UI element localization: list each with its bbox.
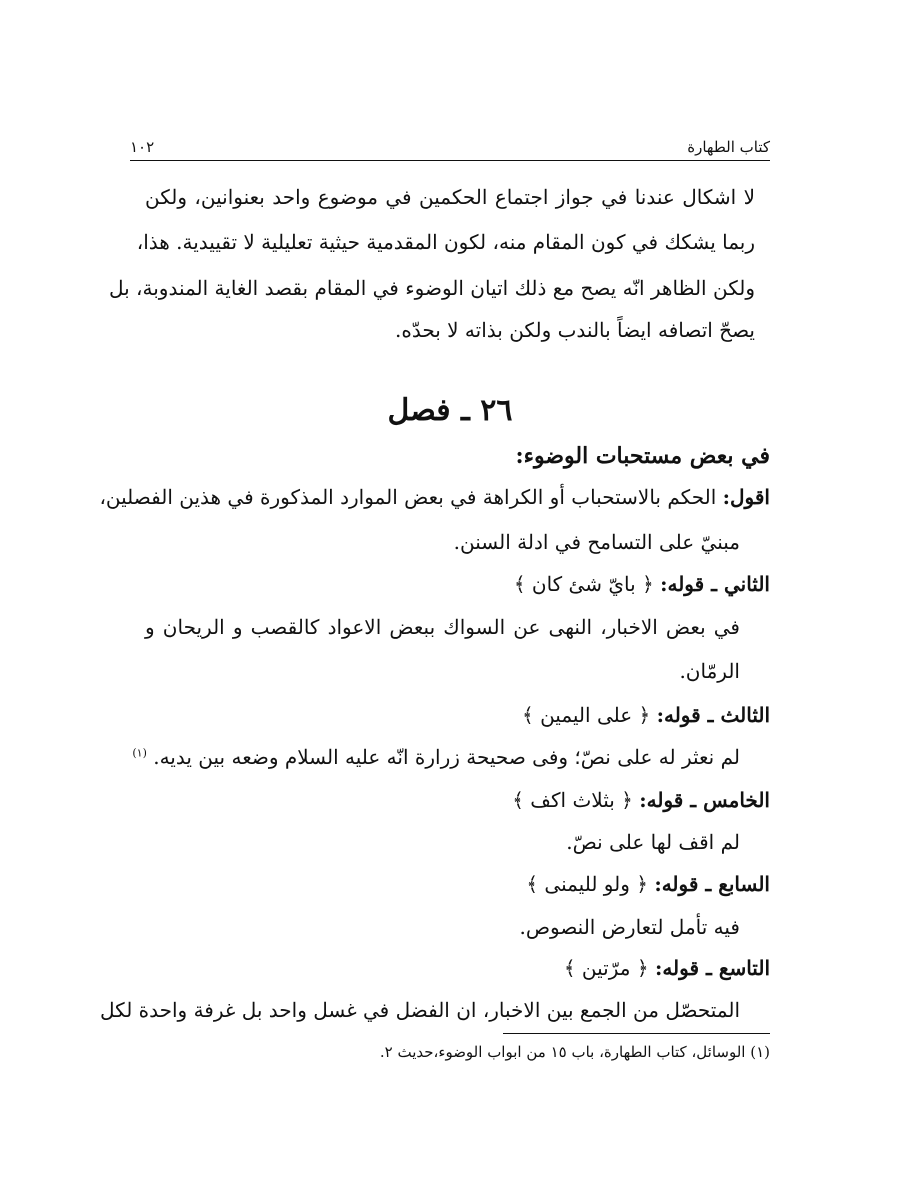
item-seventh-text: فيه تأمل لتعارض النصوص. bbox=[519, 915, 740, 939]
item-second-quote: ﴿ بايّ شئ كان ﴾ bbox=[513, 572, 654, 596]
intro-line-2: ربما يشكك في كون المقام منه، لكون المقدمية حيثية تعليلية لا تقييدية. هذا، bbox=[136, 230, 755, 254]
item-first-text: الحكم بالاستحباب أو الكراهة في بعض الموارد المذكورة في هذين الفصلين، bbox=[99, 485, 717, 509]
item-third-quote: ﴿ على اليمين ﴾ bbox=[522, 703, 651, 727]
item-ninth bbox=[564, 958, 770, 978]
item-second-text: في بعض الاخبار، النهى عن السواك ببعض الاعواد كالقصب و الريحان و bbox=[145, 615, 740, 639]
item-ninth-quote: ﴿ مرّتين ﴾ bbox=[563, 956, 649, 980]
footnote-ref: (١) bbox=[132, 746, 147, 760]
section-title: ٢٦ ـ فصل bbox=[387, 393, 513, 428]
item-second-cont: الرمّان. bbox=[679, 659, 740, 683]
item-third bbox=[522, 705, 770, 725]
intro-line-1: لا اشكال عندنا في جواز اجتماع الحكمين في موضوع واحد بعنوانين، ولكن bbox=[145, 185, 755, 209]
item-first-cont: مبنيّ على التسامح في ادلة السنن. bbox=[453, 530, 740, 554]
item-fifth-label: الخامس ـ قوله: bbox=[639, 788, 770, 812]
footnote: (١) الوسائل، كتاب الطهارة، باب ١٥ من ابواب الوضوء،حديث ٢. bbox=[379, 1043, 770, 1061]
item-seventh-label: السابع ـ قوله: bbox=[654, 872, 770, 896]
item-second bbox=[514, 574, 770, 594]
item-seventh bbox=[526, 874, 770, 894]
page-number: ١٠٢ bbox=[130, 138, 155, 156]
header-rule bbox=[130, 160, 770, 161]
item-ninth-label: التاسع ـ قوله: bbox=[654, 956, 770, 980]
item-first-label: اقول: bbox=[722, 485, 770, 509]
item-fifth bbox=[512, 790, 770, 810]
section-subtitle: في بعض مستحبات الوضوء: bbox=[515, 443, 770, 469]
item-third-label: الثالث ـ قوله: bbox=[656, 703, 770, 727]
item-seventh-quote: ﴿ ولو لليمنى ﴾ bbox=[526, 872, 648, 896]
item-ninth-text: المتحصّل من الجمع بين الاخبار، ان الفضل في غسل واحد بل غرفة واحدة لكل bbox=[100, 998, 740, 1022]
item-second-label: الثاني ـ قوله: bbox=[660, 572, 770, 596]
book-title: كتاب الطهارة bbox=[687, 138, 770, 156]
item-first bbox=[99, 487, 770, 507]
item-third-text: لم نعثر له على نصّ؛ وفى صحيحة زرارة انّه عليه السلام وضعه بين يديه. bbox=[153, 745, 740, 769]
intro-line-4: يصحّ اتصافه ايضاً بالندب ولكن بذاته لا بحدّه. bbox=[395, 318, 755, 342]
item-third-text-line bbox=[132, 747, 740, 767]
item-fifth-quote: ﴿ بثلاث اكف ﴾ bbox=[512, 788, 633, 812]
page-header bbox=[130, 128, 770, 156]
footnote-rule bbox=[503, 1033, 770, 1034]
intro-line-3: ولكن الظاهر انّه يصح مع ذلك اتيان الوضوء في المقام بقصد الغاية المندوبة، بل bbox=[108, 276, 755, 300]
item-fifth-text: لم اقف لها على نصّ. bbox=[566, 830, 740, 854]
